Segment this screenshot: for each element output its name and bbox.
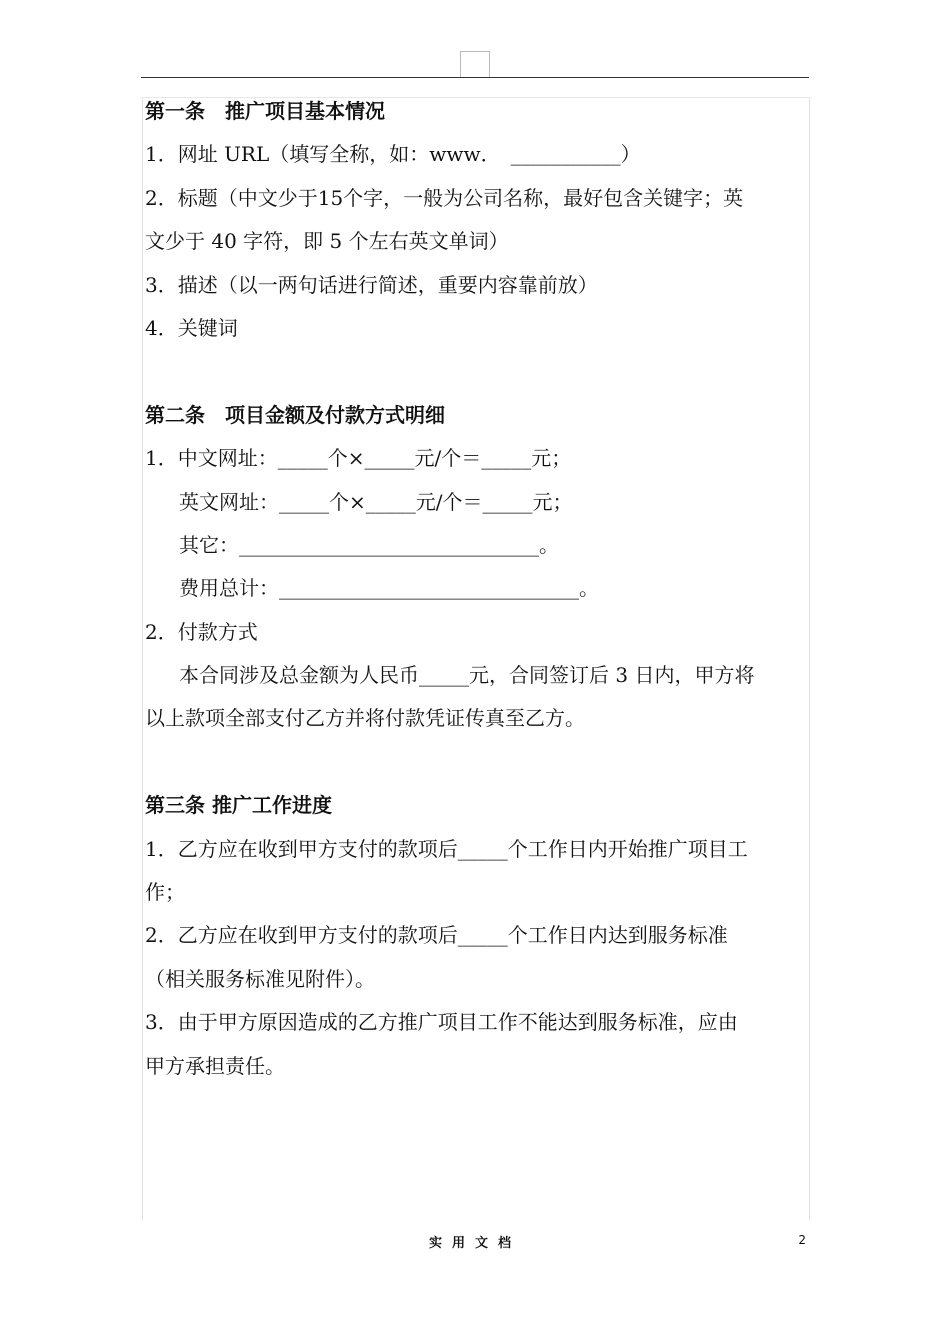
paragraph: 2．标题（中文少于15个字，一般为公司名称，最好包含关键字；英 [145, 185, 744, 210]
paragraph: 2．付款方式 [145, 619, 258, 644]
page-number: 2 [798, 1233, 806, 1247]
section-heading: 第二条 项目金额及付款方式明细 [145, 402, 445, 427]
paragraph: 文少于 40 字符，即 5 个左右英文单词） [145, 229, 509, 254]
paragraph: 4．关键词 [145, 315, 238, 340]
section-heading: 第一条 推广项目基本情况 [145, 99, 385, 123]
paragraph: 费用总计：______________________________。 [179, 576, 599, 601]
paragraph: 3．描述（以一两句话进行简述，重要内容靠前放） [145, 272, 598, 297]
header-rule [141, 77, 809, 78]
paragraph: 英文网址：_____个×_____元/个＝_____元； [179, 489, 573, 514]
section-heading: 第三条 推广工作进度 [145, 793, 332, 818]
paragraph: 本合同涉及总金额为人民币_____元，合同签订后 3 日内，甲方将 [179, 663, 755, 688]
paragraph: 以上款项全部支付乙方并将付款凭证传真至乙方。 [145, 706, 585, 731]
paragraph: 1．乙方应在收到甲方支付的款项后_____个工作日内开始推广项目工 [145, 836, 748, 861]
paragraph: 作； [145, 880, 185, 905]
paragraph: 其它：______________________________。 [179, 532, 559, 557]
header-tab [460, 51, 490, 78]
footer-title: 实用文档 [428, 1236, 521, 1251]
paragraph: 2．乙方应在收到甲方支付的款项后_____个工作日内达到服务标准 [145, 923, 728, 948]
paragraph: （相关服务标准见附件）。 [145, 966, 375, 991]
paragraph: 甲方承担责任。 [145, 1053, 285, 1078]
paragraph: 3．由于甲方原因造成的乙方推广项目工作不能达到服务标准，应由 [145, 1010, 738, 1035]
document-body [145, 90, 813, 1088]
paragraph: 1．中文网址：_____个×_____元/个＝_____元； [145, 446, 572, 471]
paragraph: 1．网址 URL（填写全称，如：www． ___________） [145, 142, 641, 167]
